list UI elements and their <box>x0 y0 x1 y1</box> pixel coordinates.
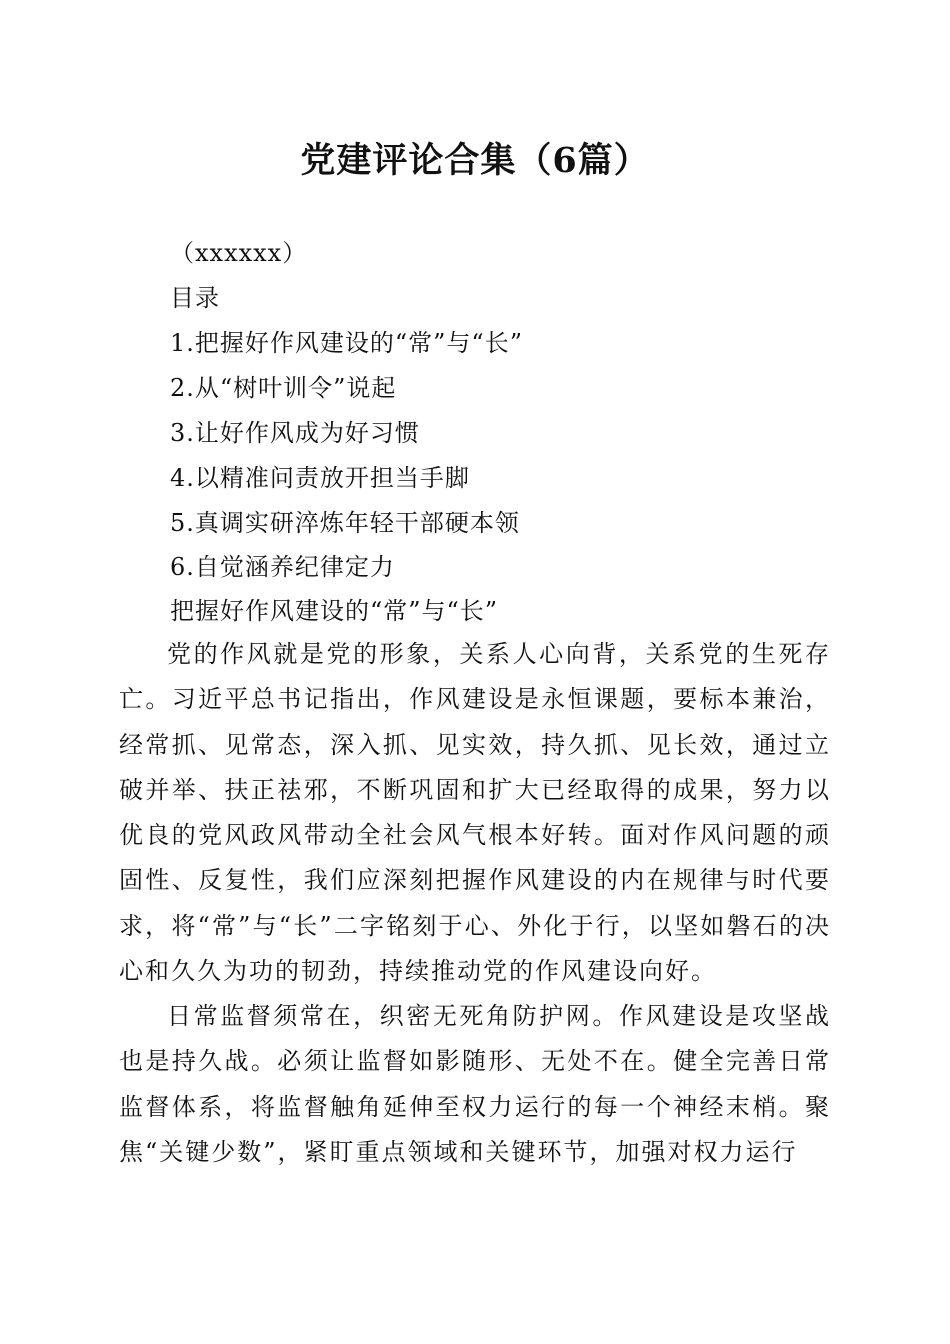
body-paragraph: 党的作风就是党的形象，关系人心向背，关系党的生死存亡。习近平总书记指出，作风建设是永恒课题，要标本兼治，经常抓、见常态，深入抓、见实效，持久抓、见长效，通过立破并举、扶正祛邪，不断巩固和扩大已经取得的成果，努力以优良的党风政风带动全社会风气根本好转。面对作风问题的顽固性、反复性，我们应深刻把握作风建设的内在规律与时代要求，将“常”与“长”二字铭刻于心、外化于行，以坚如磐石的决心和久久为功的韧劲，持续推动党的作风建设向好。 <box>119 640 831 986</box>
toc-item: 3.让好作风成为好习惯 <box>170 419 420 447</box>
toc-item: 6.自觉涵养纪律定力 <box>170 553 395 581</box>
toc-item: 1.把握好作风建设的“常”与“长” <box>170 329 523 357</box>
toc-item: 2.从“树叶训令”说起 <box>170 374 397 402</box>
toc-item: 4.以精准问责放开担当手脚 <box>170 464 470 492</box>
author-line: （xxxxxx） <box>170 239 308 267</box>
section-heading: 把握好作风建设的“常”与“长” <box>170 597 499 625</box>
toc-item: 5.真调实研淬炼年轻干部硬本领 <box>170 509 520 537</box>
toc-heading: 目录 <box>170 284 220 312</box>
body-paragraph: 日常监督须常在，织密无死角防护网。作风建设是攻坚战也是持久战。必须让监督如影随形、无处不在。健全完善日常监督体系，将监督触角延伸至权力运行的每一个神经末梢。聚焦“关键少数”，紧盯重点领域和关键环节，加强对权力运行 <box>119 1002 831 1166</box>
document-title: 党建评论合集（6篇） <box>300 140 650 181</box>
